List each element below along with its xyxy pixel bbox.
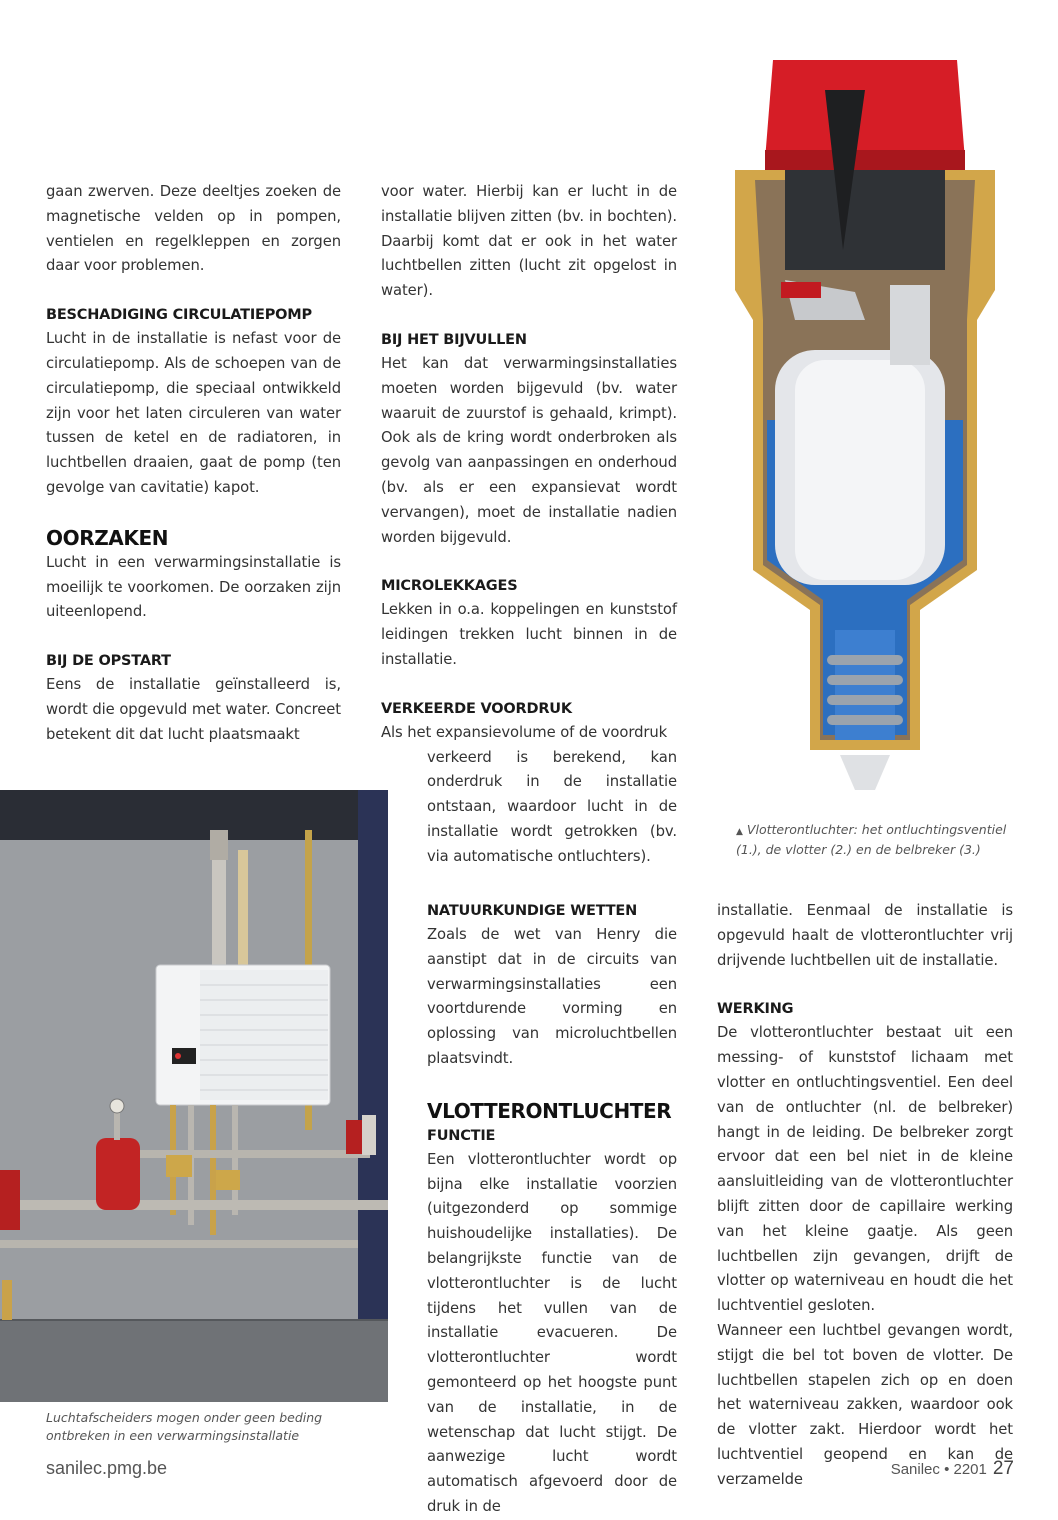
heading-voordruk: VERKEERDE VOORDRUK — [381, 700, 572, 717]
float-air-vent-illustration — [715, 30, 1015, 810]
paragraph: Lucht in de installatie is nefast voor de circulatiepomp. Als de schoepen van de circulatiepomp, die speciaal ontwikkeld zijn voor het laten circuleren van water tussen de ketel en de radiatoren, in luchtbellen draaien, gaat de pomp (ten gevolge van cavitatie) kapot. — [46, 330, 341, 496]
air-vent-cutaway — [715, 30, 1015, 810]
paragraph: Wanneer een luchtbel gevangen wordt, stijgt die bel tot boven de vlotter. De luchtbellen stapelen zich op en doen het waterniveau zakken, waardoor ook de vlotter zakt. Hierdoor wordt het luchtventiel geopend en kan de verzamelde — [717, 1321, 1013, 1488]
issue-label: Sanilec • 2201 — [890, 1461, 987, 1478]
heading-functie: FUNCTIE — [427, 1127, 496, 1144]
photo-caption: Luchtafscheiders mogen onder geen beding ontbreken in een verwarmingsinstallatie — [46, 1410, 323, 1443]
boiler-photo-illustration — [0, 790, 388, 1402]
footer-site-link[interactable]: sanilec.pmg.be — [46, 1458, 168, 1478]
column-2 — [381, 180, 677, 870]
heading-werking: WERKING — [717, 1001, 794, 1018]
paragraph: Het kan dat verwarmingsinstallaties moeten worden bijgevuld (bv. water waaruit de zuurstof is gehaald, krimpt). Ook als de kring wordt onderbroken als gevolg van aanpassingen en onderhoud (bv. als er een expansievat wordt vervangen), moet de installatie nadien worden bijgevuld. — [381, 354, 677, 546]
paragraph: Een vlotterontluchter wordt op bijna elke installatie voorzien (uitgezonderd op sommige huishoudelijke installaties). De belangrijkste functie van de vlotterontluchter is de lucht tijdens het vullen van de installatie evacueren. De vlotterontluchter wordt gemonteerd op het hoogste punt van de installatie, in de wetenschap dat lucht stijgt. De aanwezige lucht wordt automatisch afgevoerd door de druk in de — [427, 1150, 677, 1515]
heading-oorzaken: OORZAKEN — [46, 525, 169, 550]
paragraph: installatie. Eenmaal de installatie is opgevuld haalt de vlotterontluchter vrij drijvende luchtbellen uit de installatie. — [717, 902, 1013, 969]
heading-circulatiepomp: BESCHADIGING CIRCULATIEPOMP — [46, 307, 312, 324]
heading-bijvullen: BIJ HET BIJVULLEN — [381, 331, 527, 348]
column-2-lower — [427, 899, 677, 1520]
paragraph: Eens de installatie geïnstalleerd is, wordt die opgevuld met water. Concreet betekent dit dat lucht plaatsmaakt — [46, 676, 341, 743]
footer-issue — [891, 1458, 1014, 1480]
vent-caption-text: Vlotterontluchter: het ontluchtingsventiel (1.), de vlotter (2.) en de belbreker (3.) — [736, 822, 1007, 857]
paragraph: gaan zwerven. Deze deeltjes zoeken de magnetische velden op in pompen, ventielen en regelkleppen en zorgen daar voor problemen. — [46, 183, 341, 275]
paragraph: De vlotterontluchter bestaat uit een messing- of kunststof lichaam met vlotter en ontluchtingsventiel. Een deel van de ontluchter (nl. de belbreker) hangt in de leiding. De belbreker zorgt ervoor dat een bel niet in de kleine aansluitleiding van de vlotterontluchter blijft zitten door de capillaire werking van het kleine gaatje. Als geen luchtbellen zijn gevangen, drijft de vlotter op waterniveau en houdt die het luchtventiel gesloten. — [717, 1024, 1013, 1315]
boiler-installation-photo — [0, 790, 388, 1402]
paragraph: Lekken in o.a. koppelingen en kunststof leidingen trekken lucht binnen in de installatie. — [381, 601, 677, 668]
paragraph: Als het expansievolume of de voordruk — [381, 723, 668, 741]
column-3 — [717, 899, 1013, 1493]
vent-caption — [736, 821, 1016, 859]
caption-arrow-icon: ▲ — [736, 827, 743, 837]
paragraph: Lucht in een verwarmingsinstallatie is moeilijk te voorkomen. De oorzaken zijn uiteenlopend. — [46, 553, 341, 621]
heading-natuurkundige-wetten: NATUURKUNDIGE WETTEN — [427, 903, 638, 919]
page-number: 27 — [992, 1458, 1014, 1479]
column-1 — [46, 180, 341, 748]
paragraph: Zoals de wet van Henry die aanstipt dat in de circuits van verwarmingsinstallaties een voortdurende vorming en oplossing van microluchtbellen plaatsvindt. — [427, 926, 677, 1067]
heading-microlekkages: MICROLEKKAGES — [381, 578, 518, 595]
paragraph: voor water. Hierbij kan er lucht in de installatie blijven zitten (bv. in bochten). Daarbij komt dat er ook in het water luchtbellen zitten (lucht zit opgelost in water). — [381, 183, 677, 300]
heading-opstart: BIJ DE OPSTART — [46, 653, 171, 670]
paragraph: verkeerd is berekend, kan onderdruk in de installatie ontstaan, waardoor lucht in de installatie wordt getrokken (bv. via automatische ontluchters). — [427, 748, 677, 865]
heading-vlotterontluchter: VLOTTERONTLUCHTER — [427, 1098, 672, 1123]
